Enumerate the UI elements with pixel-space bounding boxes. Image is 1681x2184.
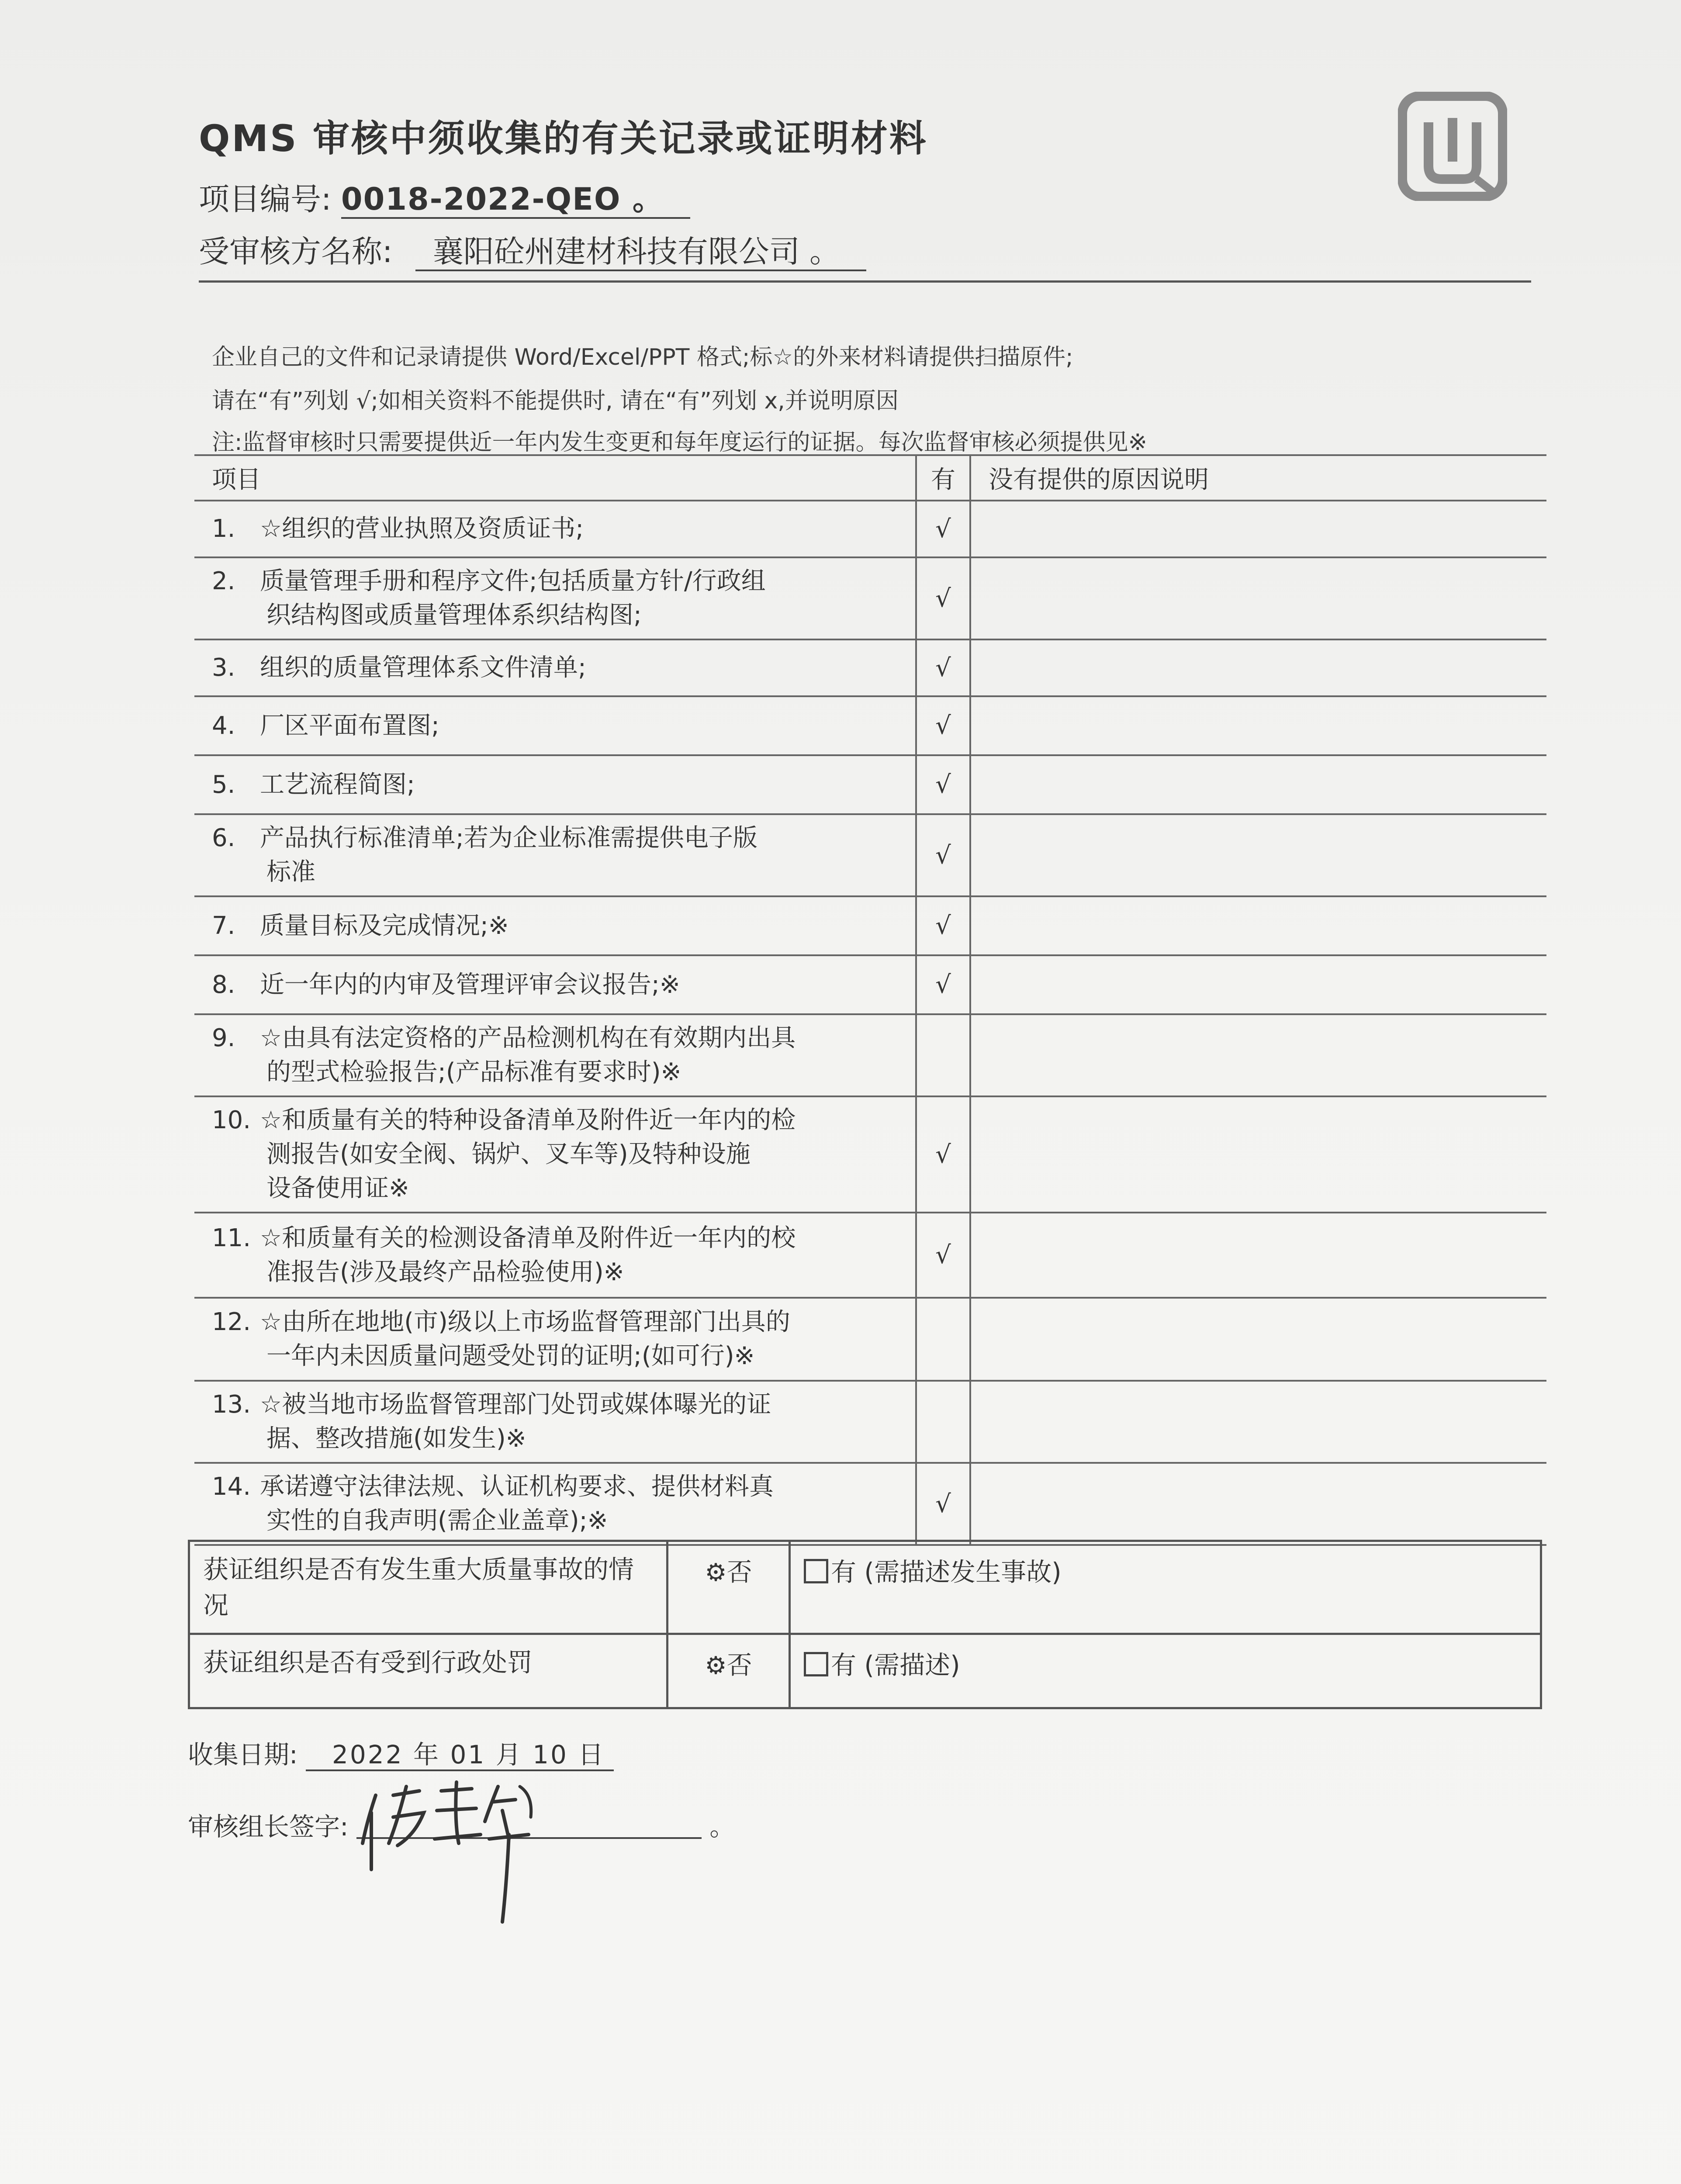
item-cell xyxy=(194,955,916,1014)
item-cell xyxy=(194,1463,916,1545)
item-cell xyxy=(194,1213,916,1298)
no-option[interactable] xyxy=(668,1634,790,1708)
reason-cell[interactable] xyxy=(970,557,1546,639)
item-number: 4. xyxy=(212,711,235,740)
reason-cell[interactable] xyxy=(970,1463,1546,1545)
has-cell[interactable]: √ xyxy=(916,955,970,1014)
item-cell xyxy=(194,501,916,557)
item-text: 标准 xyxy=(266,858,315,886)
table-row xyxy=(194,1014,1546,1096)
item-number: 11. xyxy=(212,1223,251,1252)
auditee-name xyxy=(199,227,866,271)
has-cell[interactable]: √ xyxy=(916,696,970,755)
item-text: 一年内未因质量问题受处罚的证明;(如可行)※ xyxy=(266,1342,755,1370)
has-cell[interactable]: √ xyxy=(916,1213,970,1298)
item-number: 9. xyxy=(212,1024,235,1052)
table-row xyxy=(194,1463,1546,1545)
incident-table xyxy=(188,1540,1542,1709)
table-row xyxy=(194,1096,1546,1213)
item-text: 测报告(如安全阀、锅炉、叉车等)及特种设施 xyxy=(266,1140,751,1168)
header-divider xyxy=(199,280,1531,283)
has-cell[interactable]: √ xyxy=(916,755,970,814)
reason-cell[interactable] xyxy=(970,639,1546,696)
has-cell[interactable]: √ xyxy=(916,1463,970,1545)
yes-option[interactable] xyxy=(790,1541,1541,1634)
date-label: 收集日期: xyxy=(188,1740,298,1769)
sign-suffix: 。 xyxy=(709,1812,735,1842)
has-cell[interactable]: √ xyxy=(916,639,970,696)
item-cell xyxy=(194,755,916,814)
reason-cell[interactable] xyxy=(970,696,1546,755)
reason-cell[interactable] xyxy=(970,814,1546,896)
item-cell xyxy=(194,1096,916,1213)
has-cell[interactable]: √ xyxy=(916,896,970,955)
item-text: 准报告(涉及最终产品检验使用)※ xyxy=(266,1258,624,1286)
gear-icon: ⚙ xyxy=(705,1652,727,1680)
item-text: 的型式检验报告;(产品标准有要求时)※ xyxy=(266,1058,681,1086)
item-text: ☆被当地市场监督管理部门处罚或媒体曝光的证 xyxy=(260,1390,771,1419)
item-text: 设备使用证※ xyxy=(266,1174,409,1203)
reason-cell[interactable] xyxy=(970,1298,1546,1381)
table-row xyxy=(194,1213,1546,1298)
instruction-note: 请在“有”列划 √;如相关资料不能提供时, 请在“有”列划 x,并说明原因 xyxy=(212,388,899,414)
table-row xyxy=(194,1381,1546,1463)
table-row xyxy=(194,696,1546,755)
item-number: 7. xyxy=(212,911,235,940)
page-title: QMS 审核中须收集的有关记录或证明材料 xyxy=(199,117,928,160)
header-has: 有 xyxy=(916,455,970,501)
item-text: 产品执行标准清单;若为企业标准需提供电子版 xyxy=(260,824,757,852)
item-cell xyxy=(194,1298,916,1381)
item-cell xyxy=(194,639,916,696)
has-cell[interactable]: √ xyxy=(916,557,970,639)
question-cell: 获证组织是否有受到行政处罚 xyxy=(189,1634,668,1708)
item-text: 承诺遵守法律法规、认证机构要求、提供材料真 xyxy=(260,1472,774,1501)
no-label: 否 xyxy=(726,1650,752,1680)
item-text: ☆和质量有关的检测设备清单及附件近一年内的校 xyxy=(260,1223,796,1252)
yes-label: 有 (需描述) xyxy=(831,1650,960,1680)
table-row xyxy=(194,501,1546,557)
item-number: 10. xyxy=(212,1106,251,1134)
table-row xyxy=(194,955,1546,1014)
question-cell: 获证组织是否有发生重大质量事故的情况 xyxy=(189,1541,668,1634)
no-option[interactable] xyxy=(668,1541,790,1634)
sign-label: 审核组长签字: xyxy=(188,1812,349,1842)
item-cell xyxy=(194,557,916,639)
has-cell[interactable]: √ xyxy=(916,501,970,557)
item-number: 8. xyxy=(212,970,235,999)
reason-cell[interactable] xyxy=(970,896,1546,955)
table-row xyxy=(194,557,1546,639)
table-header-row xyxy=(194,455,1546,501)
auditee-value: 襄阳砼州建材科技有限公司 xyxy=(432,234,800,270)
gear-icon: ⚙ xyxy=(705,1559,727,1587)
checkbox-icon xyxy=(804,1559,828,1583)
project-number-value: 0018-2022-QEO xyxy=(341,181,621,217)
item-text: 工艺流程简图; xyxy=(260,770,415,799)
has-cell[interactable] xyxy=(916,1014,970,1096)
reason-cell[interactable] xyxy=(970,1381,1546,1463)
no-label: 否 xyxy=(726,1557,752,1587)
item-number: 2. xyxy=(212,567,235,595)
item-text: ☆由所在地地(市)级以上市场监督管理部门出具的 xyxy=(260,1308,790,1336)
item-cell xyxy=(194,896,916,955)
yes-option[interactable] xyxy=(790,1634,1541,1708)
item-text: 据、整改措施(如发生)※ xyxy=(266,1424,526,1453)
has-cell[interactable] xyxy=(916,1381,970,1463)
item-text: 质量管理手册和程序文件;包括质量方针/行政组 xyxy=(260,567,766,595)
table-row xyxy=(194,1298,1546,1381)
reason-cell[interactable] xyxy=(970,1213,1546,1298)
materials-table xyxy=(194,454,1546,1546)
item-cell xyxy=(194,1381,916,1463)
instruction-note: 企业自己的文件和记录请提供 Word/Excel/PPT 格式;标☆的外来材料请提供扫描原件; xyxy=(212,344,1073,370)
item-number: 1. xyxy=(212,515,235,543)
item-number: 3. xyxy=(212,653,235,682)
project-number-label: 项目编号: xyxy=(199,181,332,217)
item-text: 近一年内的内审及管理评审会议报告;※ xyxy=(260,970,680,999)
has-cell[interactable] xyxy=(916,1298,970,1381)
has-cell[interactable]: √ xyxy=(916,814,970,896)
header-item: 项目 xyxy=(194,455,916,501)
item-text: 组织的质量管理体系文件清单; xyxy=(260,653,586,682)
item-cell xyxy=(194,1014,916,1096)
table-row xyxy=(194,814,1546,896)
item-cell xyxy=(194,814,916,896)
has-cell[interactable]: √ xyxy=(916,1096,970,1213)
item-text: ☆由具有法定资格的产品检测机构在有效期内出具 xyxy=(260,1024,796,1052)
table-row xyxy=(189,1541,1541,1634)
reason-cell[interactable] xyxy=(970,1096,1546,1213)
item-number: 5. xyxy=(212,770,235,799)
project-number-suffix: 。 xyxy=(632,181,664,217)
auditee-suffix: 。 xyxy=(809,234,840,270)
item-cell xyxy=(194,696,916,755)
project-number xyxy=(199,175,690,219)
item-text: ☆组织的营业执照及资质证书; xyxy=(260,515,584,543)
auditee-label: 受审核方名称: xyxy=(199,234,393,270)
checkbox-icon xyxy=(804,1652,828,1676)
item-text: ☆和质量有关的特种设备清单及附件近一年内的检 xyxy=(260,1106,796,1134)
date-value: 2022 年 01 月 10 日 xyxy=(306,1740,614,1771)
instruction-note: 注:监督审核时只需要提供近一年内发生变更和每年度运行的证据。每次监督审核必须提供见※ xyxy=(212,429,1148,456)
item-text: 厂区平面布置图; xyxy=(260,711,439,740)
table-row xyxy=(189,1634,1541,1708)
reason-cell[interactable] xyxy=(970,955,1546,1014)
item-number: 12. xyxy=(212,1308,251,1336)
item-number: 13. xyxy=(212,1390,251,1419)
item-number: 14. xyxy=(212,1472,251,1501)
header-reason: 没有提供的原因说明 xyxy=(970,455,1546,501)
item-text: 实性的自我声明(需企业盖章);※ xyxy=(266,1507,608,1535)
item-number: 6. xyxy=(212,824,235,852)
collection-date xyxy=(188,1734,614,1771)
table-row xyxy=(194,755,1546,814)
yes-label: 有 (需描述发生事故) xyxy=(831,1557,1062,1587)
table-row xyxy=(194,896,1546,955)
reason-cell[interactable] xyxy=(970,755,1546,814)
item-text: 织结构图或质量管理体系织结构图; xyxy=(266,601,642,629)
handwritten-signature xyxy=(358,1769,603,1944)
reason-cell[interactable] xyxy=(970,1014,1546,1096)
certification-logo-icon xyxy=(1398,92,1507,201)
table-row xyxy=(194,639,1546,696)
reason-cell[interactable] xyxy=(970,501,1546,557)
item-text: 质量目标及完成情况;※ xyxy=(260,911,509,940)
